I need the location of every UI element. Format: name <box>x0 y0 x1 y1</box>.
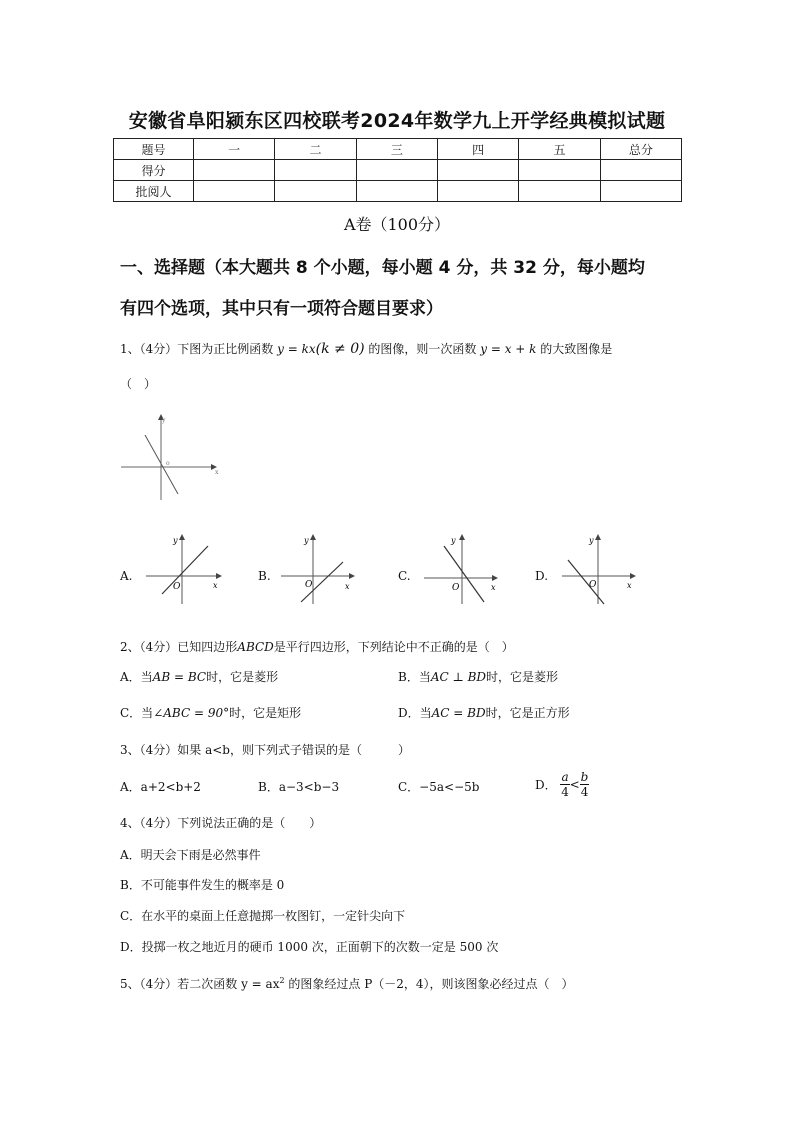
table-row <box>114 160 682 181</box>
option-label: A．当 <box>120 670 153 684</box>
q1-option-d-label[interactable]: D. <box>535 569 549 583</box>
q3-option-a[interactable]: A．a+2<b+2 <box>120 780 201 794</box>
question-1-stem <box>120 340 612 357</box>
table-cell: 总分 <box>600 139 681 160</box>
option-text: 时，它是菱形 <box>206 670 279 684</box>
q2-option-d[interactable] <box>398 704 570 721</box>
table-cell: 四 <box>437 139 518 160</box>
paper-title: 安徽省阜阳颍东区四校联考2024年数学九上开学经典模拟试题 <box>128 110 666 132</box>
x-label: x <box>627 581 632 590</box>
score-cell[interactable] <box>356 160 437 181</box>
fraction <box>580 770 590 799</box>
origin-label: O <box>305 580 313 590</box>
x-label: x <box>345 582 350 591</box>
table-cell: 二 <box>275 139 356 160</box>
score-cell[interactable] <box>600 181 681 202</box>
score-cell[interactable] <box>519 181 600 202</box>
option-math: ∠ABC = 90° <box>153 706 230 720</box>
numerator: a <box>561 770 569 784</box>
less-than: < <box>569 777 580 792</box>
denominator: 4 <box>561 785 569 799</box>
q1-condition: (k ≠ 0) <box>315 341 365 357</box>
question-3-stem: 3、（4分）如果 a<b，则下列式子错误的是（ ） <box>120 743 410 757</box>
score-cell[interactable] <box>194 181 275 202</box>
score-table-header <box>114 139 682 160</box>
origin-label: O <box>452 583 460 593</box>
score-table <box>113 138 682 202</box>
q1-formula-1: y = kx <box>277 342 316 356</box>
graph-line <box>444 546 484 602</box>
q1-given-graph <box>115 410 225 505</box>
q3-option-c[interactable]: C．−5a<−5b <box>398 780 480 794</box>
q2-option-a[interactable] <box>120 668 278 685</box>
x-axis-arrow <box>492 575 498 581</box>
y-axis-arrow <box>179 534 185 540</box>
option-math: AC = BD <box>431 706 486 720</box>
q2-math: ABCD <box>237 640 274 654</box>
q4-option-b[interactable]: B．不可能事件发生的概率是 0 <box>120 878 285 892</box>
q5-stem-b: 的图象经过点 P（－2，4），则该图象必经过点（ ） <box>284 977 574 991</box>
option-label: C．当 <box>120 706 154 720</box>
y-label: y <box>162 417 166 424</box>
q1-end: 的大致图像是 <box>540 342 613 356</box>
y-axis-arrow <box>595 534 601 540</box>
section-heading-line2: 有四个选项，其中只有一项符合题目要求） <box>120 299 443 319</box>
q1-option-a-graph[interactable] <box>140 532 230 607</box>
q5-superscript: 2 <box>279 976 285 985</box>
x-label: x <box>491 583 496 592</box>
question-2-stem <box>120 638 514 655</box>
x-axis-arrow <box>216 573 222 579</box>
x-label: x <box>213 581 218 590</box>
origin-label: O <box>173 582 181 592</box>
q1-option-d-graph[interactable] <box>556 532 646 607</box>
volume-title: A卷（100分） <box>343 215 451 234</box>
y-label: y <box>451 536 456 545</box>
origin-label: o <box>166 460 170 467</box>
y-axis-arrow <box>459 534 465 540</box>
x-label: x <box>215 469 219 476</box>
y-label: y <box>304 536 309 545</box>
graph-line <box>568 560 604 604</box>
table-row <box>114 181 682 202</box>
table-cell: 五 <box>519 139 600 160</box>
q1-mid: 的图像，则一次函数 <box>368 342 477 356</box>
y-label: y <box>173 536 178 545</box>
q4-option-d[interactable]: D．投掷一枚之地近月的硬币 1000 次，正面朝下的次数一定是 500 次 <box>120 940 499 954</box>
score-cell[interactable] <box>437 181 518 202</box>
q1-answer-paren: （ ） <box>120 377 157 391</box>
table-cell: 一 <box>194 139 275 160</box>
origin-label: O <box>589 580 597 590</box>
q4-option-a[interactable]: A．明天会下雨是必然事件 <box>120 848 261 862</box>
option-label: D．当 <box>398 706 432 720</box>
x-axis-arrow <box>349 573 355 579</box>
score-cell[interactable] <box>275 160 356 181</box>
q1-option-b-label[interactable]: B. <box>258 569 271 583</box>
graph-line <box>162 546 208 594</box>
section-heading-line1: 一、选择题（本大题共 8 个小题，每小题 4 分，共 32 分，每小题均 <box>120 258 645 278</box>
q1-option-b-graph[interactable] <box>275 532 365 607</box>
denominator: 4 <box>580 785 589 799</box>
y-axis-arrow <box>310 534 316 540</box>
option-label: D． <box>535 778 557 792</box>
score-cell[interactable] <box>437 160 518 181</box>
option-math: AC ⊥ BD <box>430 670 487 684</box>
q3-option-d[interactable] <box>535 770 589 799</box>
q1-formula-2: y = x + k <box>480 342 537 356</box>
score-cell[interactable] <box>600 160 681 181</box>
q2-option-c[interactable] <box>120 704 301 721</box>
table-cell: 批阅人 <box>114 181 194 202</box>
option-text: 时，它是菱形 <box>486 670 559 684</box>
q2-stem-b: 是平行四边形，下列结论中不正确的是（ ） <box>273 640 514 654</box>
option-text: 时，它是矩形 <box>229 706 302 720</box>
q2-option-b[interactable] <box>398 668 558 685</box>
score-cell[interactable] <box>519 160 600 181</box>
q3-option-b[interactable]: B．a−3<b−3 <box>258 780 340 794</box>
score-cell[interactable] <box>356 181 437 202</box>
option-math: AB = BC <box>152 670 207 684</box>
fraction <box>560 770 569 799</box>
q1-option-c-label[interactable]: C. <box>398 569 411 583</box>
question-4-stem: 4、（4分）下列说法正确的是（ ） <box>120 816 322 830</box>
table-cell: 三 <box>356 139 437 160</box>
numerator: b <box>580 770 589 784</box>
y-label: y <box>589 536 594 545</box>
x-axis-arrow <box>630 573 636 579</box>
question-5-stem <box>120 975 574 992</box>
q2-stem-a: 2、（4分）已知四边形 <box>120 640 238 654</box>
option-label: B．当 <box>398 670 431 684</box>
option-text: 时，它是正方形 <box>485 706 570 720</box>
q1-option-c-graph[interactable] <box>418 532 508 607</box>
table-cell: 题号 <box>114 139 194 160</box>
q1-option-a-label[interactable]: A. <box>120 569 133 583</box>
q1-num: 1、（4分）下图为正比例函数 <box>120 342 274 356</box>
q5-stem-a: 5、（4分）若二次函数 y = ax <box>120 977 280 991</box>
score-cell[interactable] <box>194 160 275 181</box>
score-cell[interactable] <box>275 181 356 202</box>
table-cell: 得分 <box>114 160 194 181</box>
q4-option-c[interactable]: C．在水平的桌面上任意抛掷一枚图钉，一定针尖向下 <box>120 909 406 923</box>
